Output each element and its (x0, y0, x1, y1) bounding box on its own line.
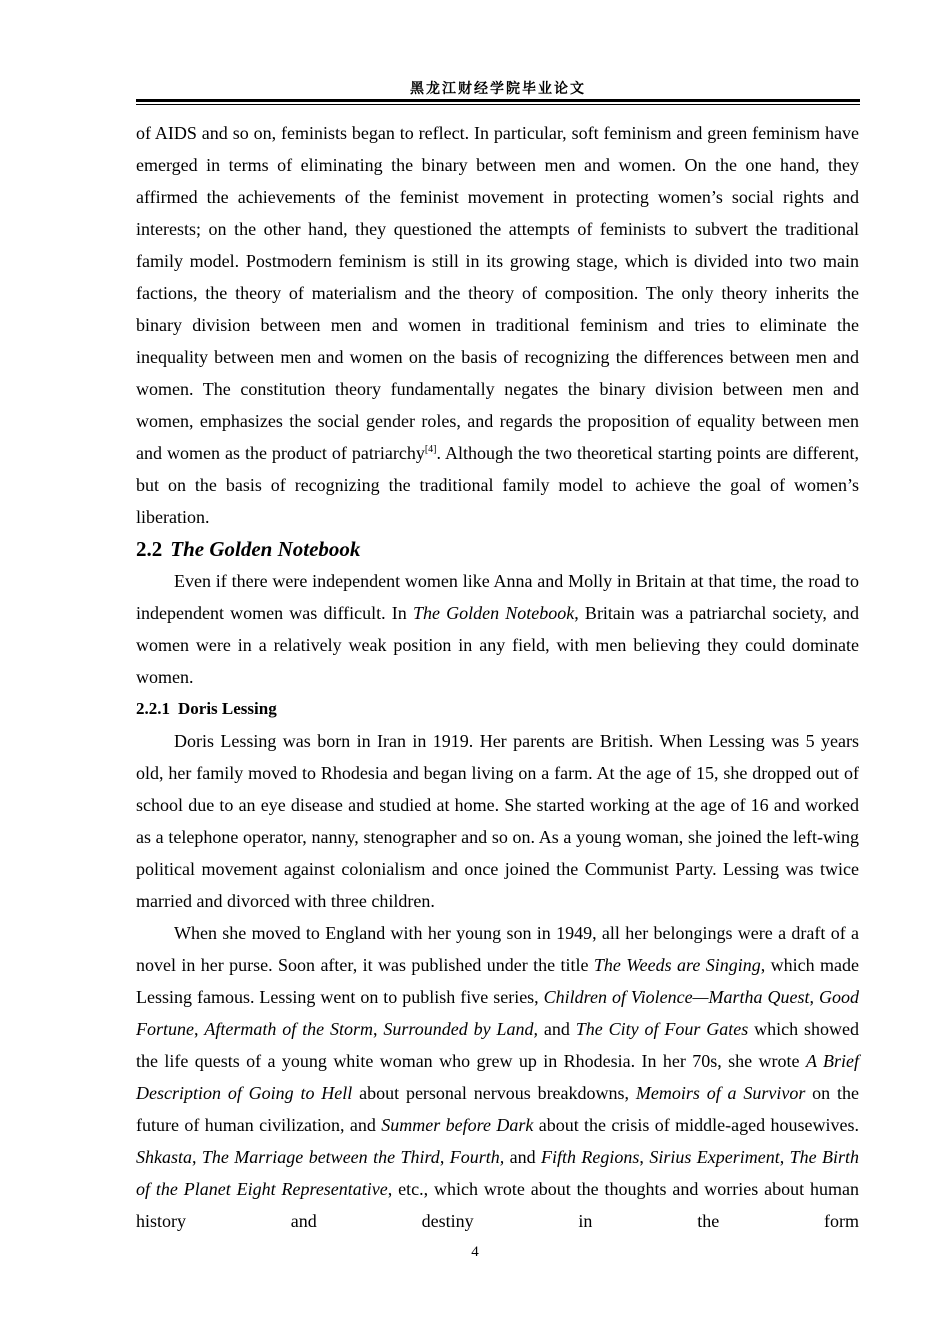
paragraph: Doris Lessing was born in Iran in 1919. Her parents are British. When Lessing was 5 years old, her family moved to Rhodesia and began living on a farm. At the age of 15, she dropped out of school due to an eye disease and studied at home. She started working at the age of 16 and worked as a telephone operator, nanny, stenographer and so on. As a young woman, she joined the left-wing political movement against colonialism and once joined the Communist Party. Lessing was twice married and divorced with three children. (136, 731, 859, 911)
section-number: 2.2 (136, 537, 163, 561)
subsection-title: Doris Lessing (178, 699, 277, 718)
paragraph: Even if there were independent women like Anna and Molly in Britain at that time, the road to independent women was difficult. In The Golden Notebook, Britain was a patriarchal society, and women were in a relatively weak position in any field, with men believing they could dominate women. (136, 571, 859, 687)
citation-reference[interactable]: [4] (424, 444, 437, 455)
subsection-heading-2-2-1 (136, 693, 859, 725)
subsection-number: 2.2.1 (136, 699, 170, 718)
section-title: The Golden Notebook (170, 537, 361, 561)
running-header: 黑龙江财经学院毕业论文 (410, 81, 586, 97)
page-number: 4 (471, 1244, 479, 1260)
section-heading-2-2 (136, 533, 859, 565)
paragraph: When she moved to England with her young son in 1949, all her belongings were a draft of a novel in her purse. Soon after, it was published under the title The Weeds are Singing, which made Lessing famous. Lessing went on to publish five series, Children of Violence—Martha Quest, Good Fortune, Aftermath of the Storm, Surrounded by Land, and The City of Four Gates which showed the life quests of a young white woman who grew up in Rhodesia. In her 70s, she wrote A Brief Description of Going to Hell about personal nervous breakdowns, Memoirs of a Survivor on the future of human civilization, and Summer before Dark about the crisis of middle-aged housewives. Shkasta, The Marriage between the Third, Fourth, and Fifth Regions, Sirius Experiment, The Birth of the Planet Eight Representative, etc., which wrote about the thoughts and worries about human history and destiny in the form (136, 923, 860, 1231)
body-text (136, 117, 859, 1237)
header-rule-thick (136, 99, 860, 102)
header-rule-thin (136, 104, 860, 105)
paragraph: of AIDS and so on, feminists began to reflect. In particular, soft feminism and green feminism have emerged in terms of eliminating the binary between men and women. On the one hand, they affirmed the achievements of the feminist movement in protecting women’s social rights and interests; on the other hand, they questioned the attempts of feminists to subvert the traditional family model. Postmodern feminism is still in its growing stage, which is divided into two main factions, the theory of materialism and the theory of composition. The only theory inherits the binary division between men and women in traditional feminism and tries to eliminate the inequality between men and women on the basis of recognizing the differences between men and women. The constitution theory fundamentally negates the binary division between men and women, emphasizes the social gender roles, and regards the proposition of equality between men and women as the product of patriarchy[4]. Although the two theoretical starting points are different, but on the basis of recognizing the traditional family model to achieve the goal of women’s liberation. (136, 123, 859, 527)
